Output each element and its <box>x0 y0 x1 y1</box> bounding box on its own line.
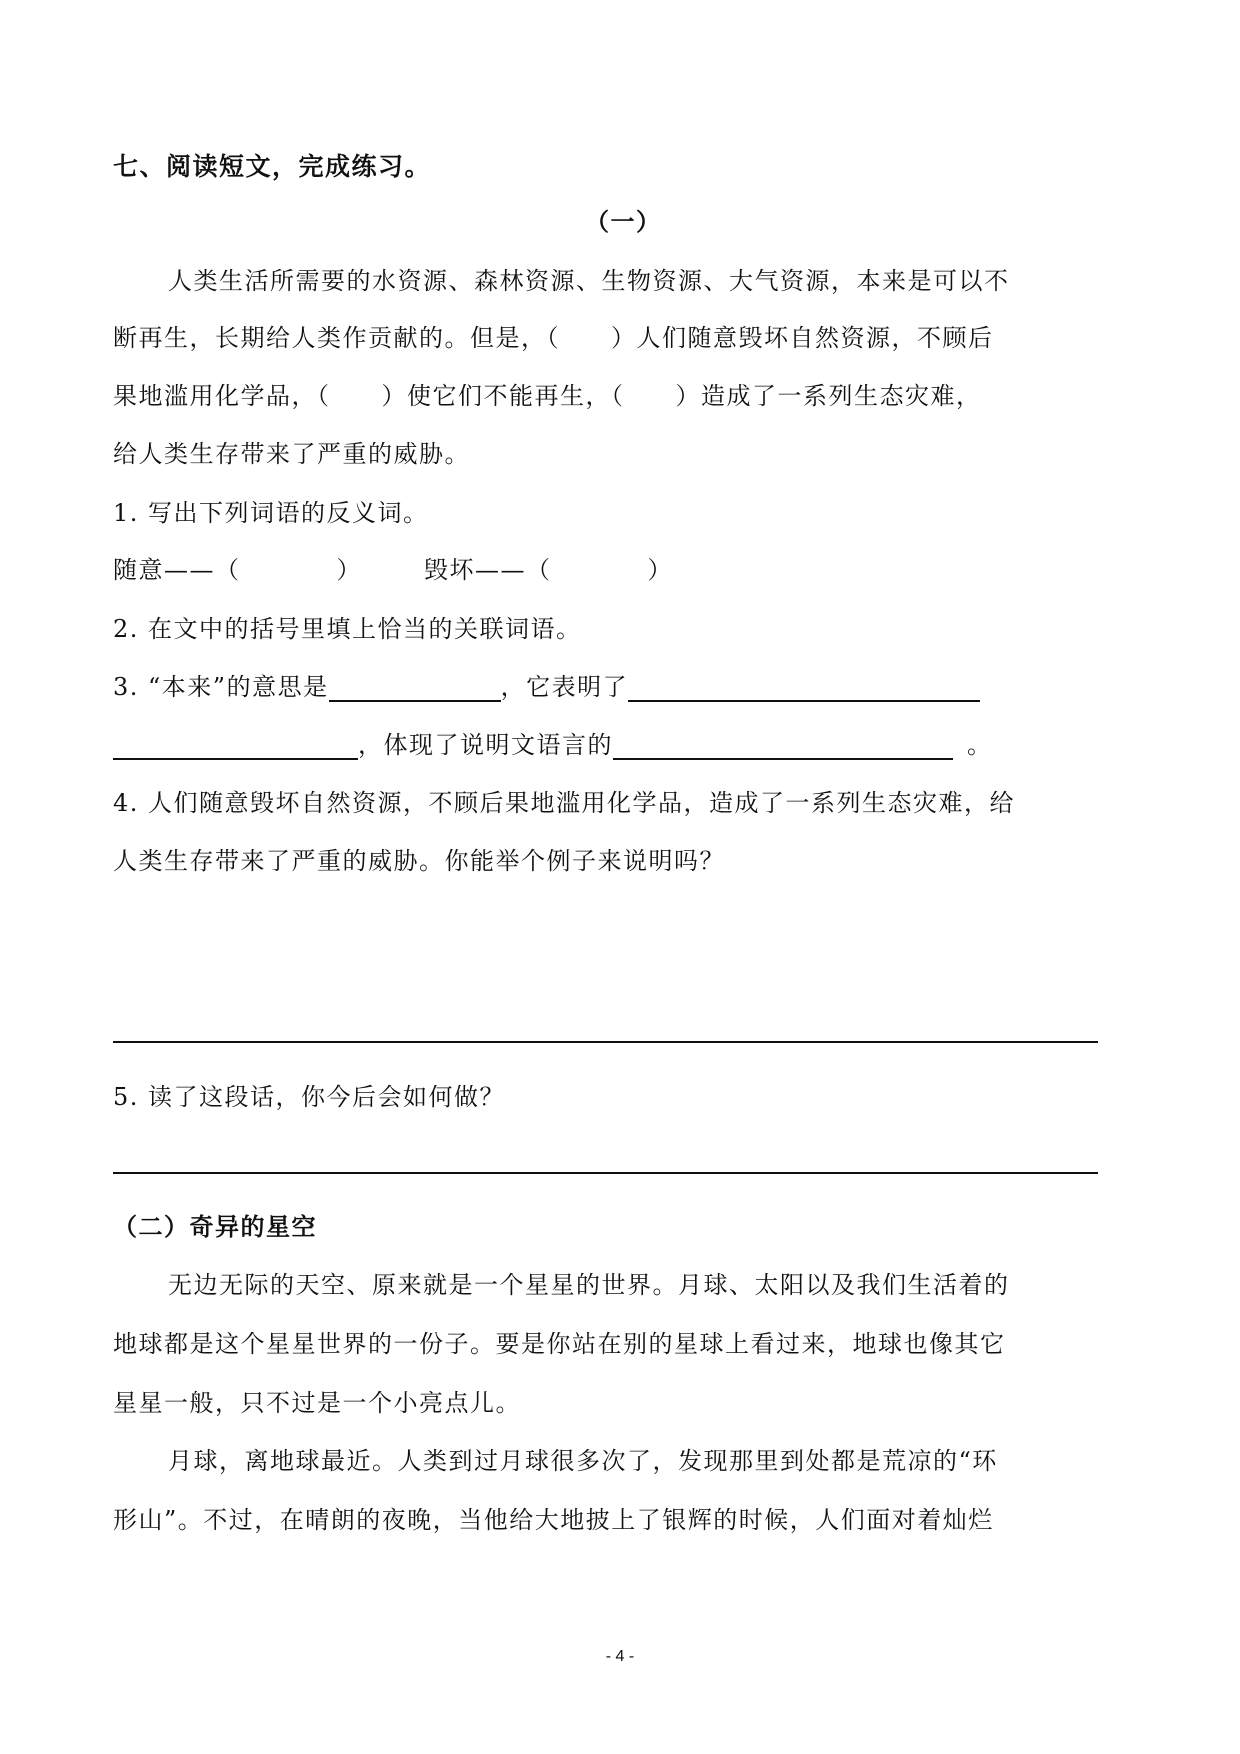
question-3-blank-language-feature[interactable] <box>613 732 953 760</box>
part1-passage-line-4: 给人类生存带来了严重的威胁。 <box>113 440 470 468</box>
part1-passage-line-3: 果地滥用化学品，（ ）使它们不能再生，（ ）造成了一系列生态灾难， <box>113 382 982 410</box>
question-3-blank-indicates-cont[interactable] <box>113 732 358 760</box>
question-3-line-2 <box>113 730 993 760</box>
question-3-blank-meaning[interactable] <box>329 674 501 702</box>
part1-heading: （一） <box>585 208 662 236</box>
question-5-answer-line[interactable] <box>113 1172 1098 1174</box>
part2-passage-line-4: 月球，离地球最近。人类到过月球很多次了，发现那里到处都是荒凉的“环 <box>168 1447 998 1475</box>
part1-passage-line-2: 断再生，长期给人类作贡献的。但是，（ ）人们随意毁坏自然资源，不顾后 <box>113 324 994 352</box>
question-2-prompt: 2. 在文中的括号里填上恰当的关联词语。 <box>113 615 582 643</box>
question-1-items <box>113 555 673 585</box>
question-3-blank-indicates[interactable] <box>628 674 980 702</box>
part1-passage-line-1: 人类生活所需要的水资源、森林资源、生物资源、大气资源，本来是可以不 <box>168 267 1010 295</box>
question-4-line-2: 人类生存带来了严重的威胁。你能举个例子来说明吗？ <box>113 847 725 875</box>
question-3-part-a: 3. “本来”的意思是 <box>113 673 329 701</box>
part2-passage-line-1: 无边无际的天空、原来就是一个星星的世界。月球、太阳以及我们生活着的 <box>168 1271 1010 1299</box>
part2-passage-line-3: 星星一般，只不过是一个小亮点儿。 <box>113 1389 521 1417</box>
question-3-part-c: ，体现了说明文语言的 <box>358 731 613 759</box>
part2-passage-line-5: 形山”。不过，在晴朗的夜晚，当他给大地披上了银辉的时候，人们面对着灿烂 <box>113 1506 994 1534</box>
antonym-item-2-close: ） <box>647 556 673 584</box>
question-3-part-d: 。 <box>967 731 993 759</box>
question-3-line-1 <box>113 672 980 702</box>
page-number: - 4 - <box>605 1648 635 1665</box>
antonym-item-1-label: 随意——（ <box>113 556 241 584</box>
question-5-prompt: 5. 读了这段话，你今后会如何做？ <box>113 1083 506 1111</box>
part2-passage-line-2: 地球都是这个星星世界的一份子。要是你站在别的星球上看过来，地球也像其它 <box>113 1330 1006 1358</box>
antonym-item-1-close: ） <box>336 556 362 584</box>
question-3-part-b: ，它表明了 <box>500 673 629 701</box>
question-4-answer-line[interactable] <box>113 1041 1098 1043</box>
question-4-line-1: 4. 人们随意毁坏自然资源，不顾后果地滥用化学品，造成了一系列生态灾难，给 <box>113 789 1016 817</box>
section-title: 七、阅读短文，完成练习。 <box>113 152 432 181</box>
part2-heading: （二）奇异的星空 <box>113 1213 317 1241</box>
question-1-prompt: 1. 写出下列词语的反义词。 <box>113 499 429 527</box>
antonym-item-2-label: 毁坏——（ <box>424 556 552 584</box>
